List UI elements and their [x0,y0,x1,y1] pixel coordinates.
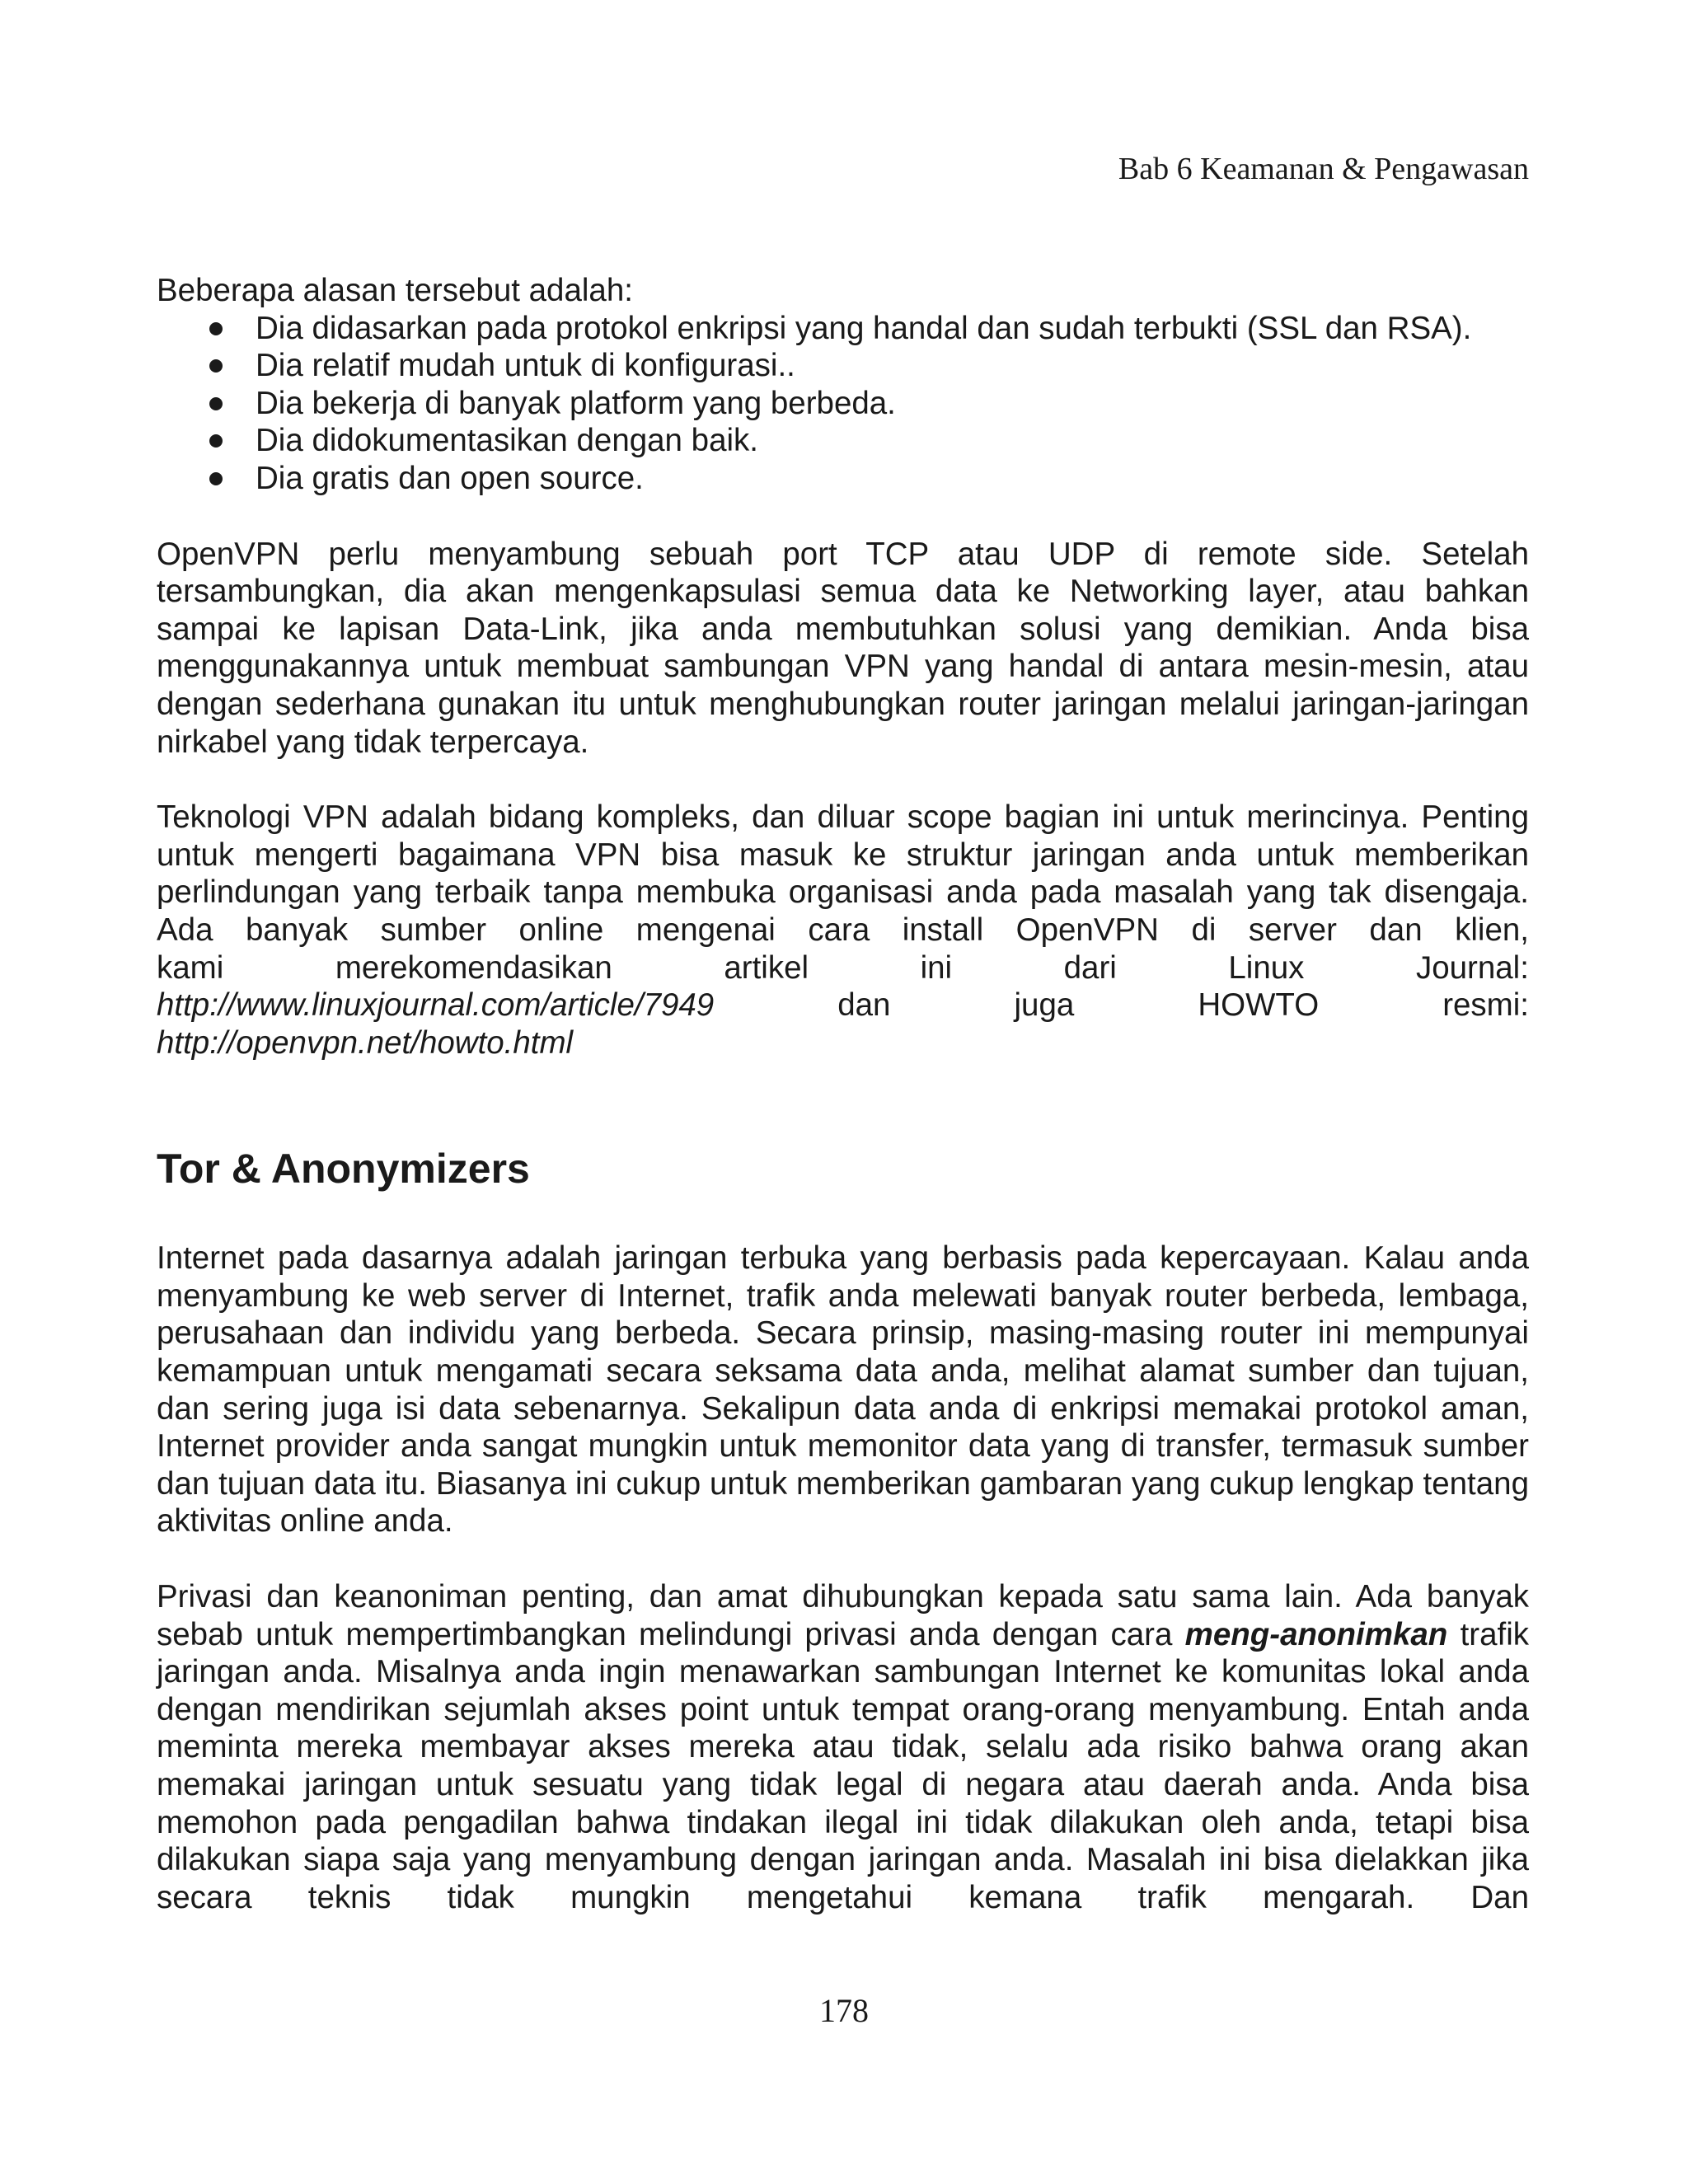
running-header: Bab 6 Keamanan & Pengawasan [1118,152,1529,186]
list-item: Dia didokumentasikan dengan baik. [157,422,1529,460]
internet-paragraph: Internet pada dasarnya adalah jaringan terbuka yang berbasis pada kepercayaan. Kalau anda menyambung ke web server di Internet, trafik anda melewati banyak router berbeda, lembaga, perusahaan dan individu yang berbeda. Secara prinsip, masing-masing router ini mempunyai kemampuan untuk mengamati secara seksama data anda, melihat alamat sumber dan tujuan, dan sering juga isi data sebenarnya. Sekalipun data anda di enkripsi memakai protokol aman, Internet provider anda sangat mungkin untuk memonitor data yang di transfer, termasuk sumber dan tujuan data itu. Biasanya ini cukup untuk memberikan gambaran yang cukup lengkap tentang aktivitas online anda. [157,1240,1529,1540]
list-item: Dia didasarkan pada protokol enkripsi yang handal dan sudah terbukti (SSL dan RSA). [157,310,1529,348]
section-heading: Tor & Anonymizers [157,1146,530,1193]
reasons-intro: Beberapa alasan tersebut adalah: [157,273,633,308]
list-item: Dia gratis dan open source. [157,460,1529,498]
linuxjournal-link[interactable]: http://www.linuxjournal.com/article/7949 [157,987,715,1024]
bullet-icon [209,359,223,373]
page-number: 178 [819,1992,869,2029]
bullet-icon [209,322,223,335]
bullet-icon [209,434,223,448]
openvpn-howto-line [157,1024,1529,1062]
list-item: Dia bekerja di banyak platform yang berbeda. [157,385,1529,423]
bullet-icon [209,472,223,485]
openvpn-howto-link[interactable]: http://openvpn.net/howto.html [157,1024,574,1061]
privasi-paragraph: Privasi dan keanoniman penting, dan amat dihubungkan kepada satu sama lain. Ada banyak sebab untuk mempertimbangkan melindungi privasi anda dengan cara meng-anonimkan trafik jaringan anda. Misalnya anda ingin menawarkan sambungan Internet ke komunitas lokal anda dengan mendirikan sejumlah akses point untuk tempat orang-orang menyambung. Entah anda meminta mereka membayar akses mereka atau tidak, selalu ada risiko bahwa orang akan memakai jaringan untuk sesuatu yang tidak legal di negara atau daerah anda. Anda bisa memohon pada pengadilan bahwa tindakan ilegal ini tidak dilakukan oleh anda, tetapi bisa dilakukan siapa saja yang menyambung dengan jaringan anda. Masalah ini bisa dielakkan jika secara teknis tidak mungkin mengetahui kemana trafik mengarah. Dan [157,1579,1529,1915]
page-body [157,272,1529,1916]
recommendation-line: kami merekomendasikan artikel ini dari Linux Journal: [157,949,1529,986]
reasons-list [157,310,1529,498]
vpn-paragraph [157,799,1529,1062]
list-item: Dia relatif mudah untuk di konfigurasi.. [157,347,1529,385]
vpn-paragraph-text: Teknologi VPN adalah bidang kompleks, dan diluar scope bagian ini untuk merincinya. Penting untuk mengerti bagaimana VPN bisa masuk ke struktur jaringan anda untuk memberikan perlindungan yang terbaik tanpa membuka organisasi anda pada masalah yang tak disengaja. Ada banyak sumber online mengenai cara install OpenVPN di server dan klien, [157,799,1529,948]
bullet-icon [209,397,223,410]
links-line: http://www.linuxjournal.com/article/7949 dan juga HOWTO resmi: [157,987,1529,1024]
openvpn-paragraph: OpenVPN perlu menyambung sebuah port TCP atau UDP di remote side. Setelah tersambungkan, dia akan mengenkapsulasi semua data ke Networking layer, atau bahkan sampai ke lapisan Data-Link, jika anda membutuhkan solusi yang demikian. Anda bisa menggunakannya untuk membuat sambungan VPN yang handal di antara mesin-mesin, atau dengan sederhana gunakan itu untuk menghubungkan router jaringan melalui jaringan-jaringan nirkabel yang tidak terpercaya. [157,536,1529,760]
emphasis-term: meng-anonimkan [1184,1616,1448,1652]
